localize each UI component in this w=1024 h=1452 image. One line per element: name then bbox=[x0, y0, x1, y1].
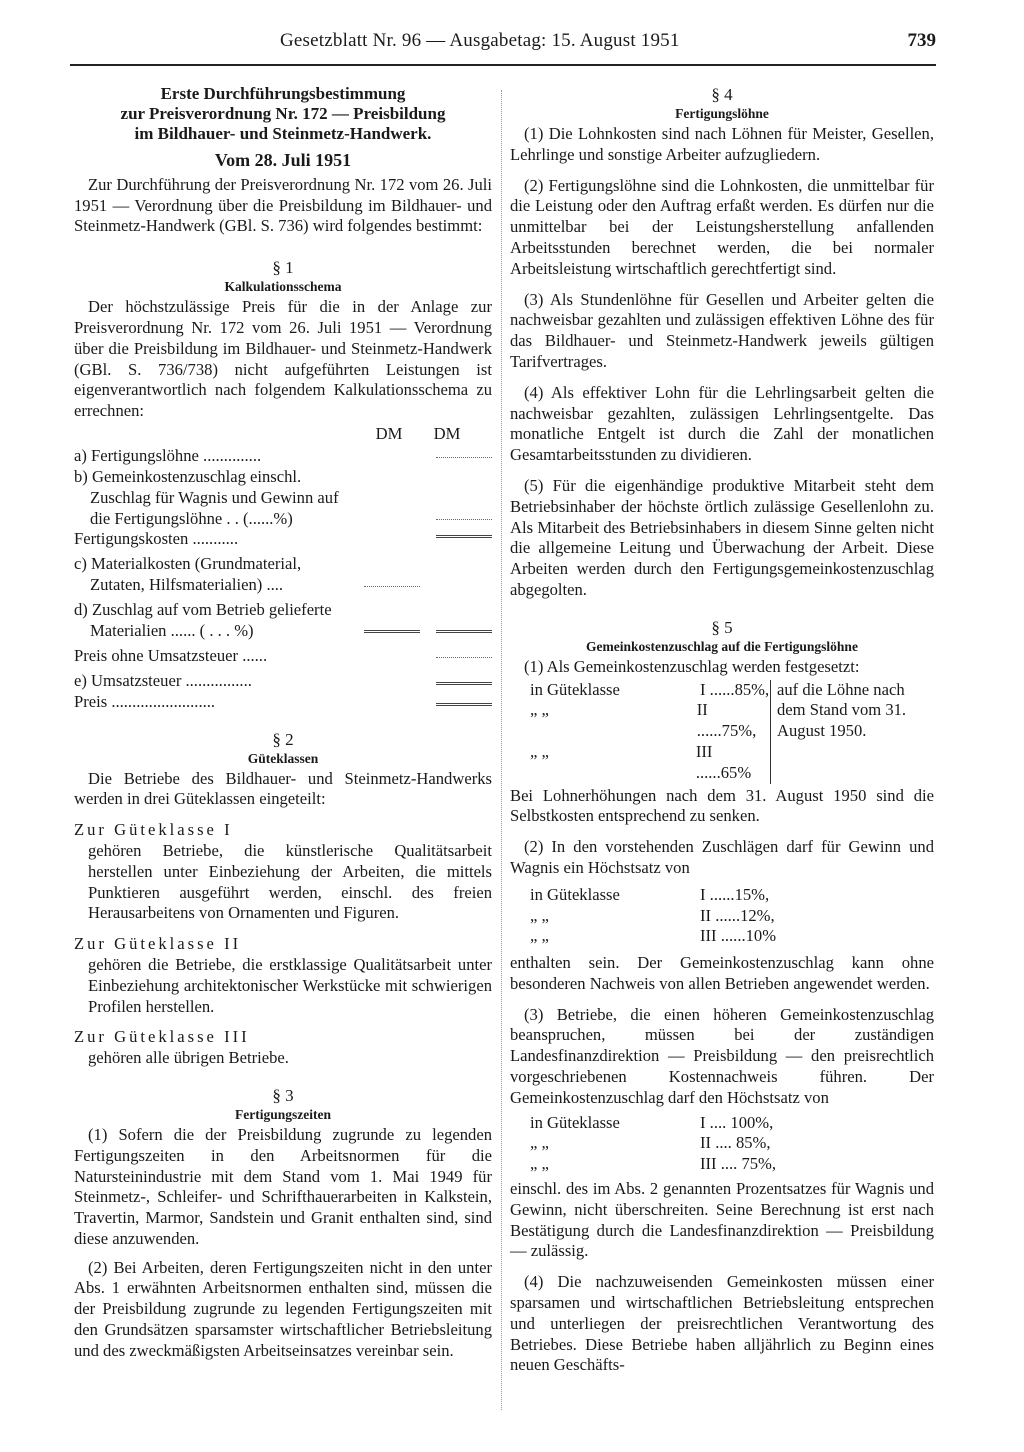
scheme-row-label: b) Gemeinkostenzuschlag einschl. Zuschlag für Wagnis und Gewinn auf die Fertigungslöhne . . (......%) bbox=[74, 466, 339, 528]
amount-line bbox=[436, 657, 492, 658]
section-5-number: § 5 bbox=[711, 617, 733, 637]
rate-row bbox=[510, 906, 934, 927]
rates-table-2 bbox=[510, 885, 934, 947]
scheme-row-fertigungskosten bbox=[74, 529, 492, 550]
amount-line bbox=[436, 630, 492, 633]
class-2-text: gehören die Betriebe, die erstklassige Qualitätsarbeit unter Einbeziehung architektonischer Werkstücke mit schwierigen Profilen herstellen. bbox=[88, 954, 492, 1016]
rate-row bbox=[510, 1113, 934, 1134]
rate-value: I .... 100%, bbox=[700, 1112, 774, 1132]
rate-class-label: „ „ bbox=[530, 741, 549, 761]
scheme-row-label: d) Zuschlag auf vom Betrieb gelieferte Materialien ...... ( . . . %) bbox=[74, 599, 332, 640]
class-1-text: gehören Betriebe, die künstlerische Qualitätsarbeit herstellen unter Einbeziehung der Arbeiten, die mittels Punktieren ausgeführt werden, einschl. des freien Herausarbeitens von Ornamenten und Figuren. bbox=[88, 840, 492, 923]
doc-title-line-2: zur Preisverordnung Nr. 172 — Preisbildung bbox=[120, 104, 446, 123]
scheme-row-label: Fertigungskosten ........... bbox=[74, 529, 239, 549]
class-3-text: gehören alle übrigen Betriebe. bbox=[88, 1048, 289, 1068]
section-1-number: § 1 bbox=[272, 258, 294, 278]
dm-column-2: DM bbox=[433, 423, 461, 443]
page-number: 739 bbox=[907, 30, 936, 51]
scheme-row-label: a) Fertigungslöhne .............. bbox=[74, 445, 262, 465]
rate-row bbox=[510, 885, 934, 906]
scheme-row-c bbox=[74, 554, 492, 596]
scheme-row-e bbox=[74, 671, 492, 692]
rate-class-label: in Güteklasse bbox=[530, 679, 620, 699]
scheme-row-preis bbox=[74, 692, 492, 713]
section-3-number: § 3 bbox=[272, 1085, 294, 1105]
scheme-row-preis-ohne-ust bbox=[74, 646, 492, 667]
rate-class-label: „ „ bbox=[530, 1154, 549, 1174]
section-3-para-1: (1) Sofern die der Preisbildung zugrunde zu legenden Fertigungszeiten in den Arbeitsnormen für die Natursteinindustrie mit dem Stand vom 1. Mai 1949 für Steinmetz-, Schleifer- und Schrifthauerarbeiten in Kalkstein, Travertin, Marmor, Sandstein und Granit enthalten sind, sind diese anzuwenden. bbox=[74, 1124, 492, 1248]
scheme-row-b bbox=[74, 467, 492, 529]
amount-line bbox=[436, 703, 492, 706]
header-title: Gesetzblatt Nr. 96 — Ausgabetag: 15. August 1951 bbox=[280, 30, 680, 51]
section-4-para-4: (4) Als effektiver Lohn für die Lehrlingsarbeit gelten die nachweisbar gezahlten, zulässigen Lehrlingsentgelte. Das monatliche Entgelt ist durch die Zahl der monatlichen Gesamtarbeitsstunden zu dividieren. bbox=[510, 382, 934, 465]
amount-line bbox=[364, 630, 420, 633]
rate-row bbox=[510, 1154, 934, 1175]
rate-row bbox=[510, 680, 770, 701]
rate-value: III ......65% bbox=[695, 741, 752, 782]
section-5-para-1b: Bei Lohnerhöhungen nach dem 31. August 1950 sind die Selbstkosten entsprechend zu senken. bbox=[510, 785, 934, 826]
rates-table-3 bbox=[510, 1113, 934, 1175]
section-5-para-3b: einschl. des im Abs. 2 genannten Prozentsatzes für Wagnis und Gewinn, nicht überschreiten. Seine Berechnung ist erst nach Bestätigung durch die Landesfinanzdirektion — Preisbildung — zulässig. bbox=[510, 1179, 934, 1261]
right-column bbox=[510, 84, 934, 1376]
amount-line bbox=[436, 519, 492, 520]
section-5-para-1: (1) Als Gemeinkostenzuschlag werden festgesetzt: bbox=[524, 656, 860, 676]
scheme-row-label: Preis ohne Umsatzsteuer ...... bbox=[74, 645, 268, 665]
section-4-para-3: (3) Als Stundenlöhne für Gesellen und Arbeiter gelten die nachweisbar gezahlten und zulässigen effektiven Löhne des für das Bildhauer- und Steinmetz-Handwerk jeweils gültigen Tarifvertrages. bbox=[510, 289, 934, 371]
section-1-title: Kalkulationsschema bbox=[224, 279, 342, 295]
scheme-row-label: Preis ......................... bbox=[74, 691, 216, 711]
section-5-para-4: (4) Die nachzuweisenden Gemeinkosten müssen einer sparsamen und wirtschaftlichen Betriebsleitung entsprechen und unterliegen der preisrechtlichen Verantwortung des Betriebes. Diese Betriebe haben alljährlich zu Beginn eines neuen Geschäfts- bbox=[510, 1272, 934, 1375]
class-1-heading: Zur Güteklasse I bbox=[74, 820, 233, 840]
amount-line bbox=[436, 457, 492, 458]
rate-class-label: „ „ bbox=[530, 1133, 549, 1153]
section-4-para-2: (2) Fertigungslöhne sind die Lohnkosten, die unmittelbar für die Leistung oder den Auftrag erfaßt werden. Es dürfen nur die unmittelbar bei der Leistungsherstellung anfallenden Arbeitsstunden berechnet werden, die bei normaler Arbeitsleistung wirtschaftlich gerechtfertigt sind. bbox=[510, 175, 934, 278]
rate-value: II ......12%, bbox=[700, 905, 775, 925]
scheme-row-d bbox=[74, 600, 492, 642]
class-3-heading: Zur Güteklasse III bbox=[74, 1027, 250, 1047]
section-5-title: Gemeinkostenzuschlag auf die Fertigungslöhne bbox=[586, 638, 858, 654]
rate-class-label: „ „ bbox=[530, 926, 549, 946]
section-2-title: Güteklassen bbox=[247, 750, 319, 766]
rate-row bbox=[510, 926, 934, 947]
section-2-text: Die Betriebe des Bildhauer- und Steinmetz-Handwerks werden in drei Güteklassen eingeteilt: bbox=[74, 768, 492, 809]
section-2-number: § 2 bbox=[272, 729, 294, 749]
section-4-para-1: (1) Die Lohnkosten sind nach Löhnen für Meister, Gesellen, Lehrlinge und sonstige Arbeiter aufzugliedern. bbox=[510, 124, 934, 164]
dm-header bbox=[74, 424, 492, 446]
doc-date: Vom 28. Juli 1951 bbox=[214, 150, 352, 170]
class-2-heading: Zur Güteklasse II bbox=[74, 934, 242, 954]
section-5-para-2: (2) In den vorstehenden Zuschlägen darf für Gewinn und Wagnis ein Höchstsatz von bbox=[510, 837, 934, 877]
intro-paragraph: Zur Durchführung der Preisverordnung Nr. 172 vom 26. Juli 1951 — Verordnung über die Preisbildung im Bildhauer- und Steinmetz-Handwerk (GBl. S. 736) wird folgendes bestimmt: bbox=[74, 174, 492, 236]
doc-title-line-1: Erste Durchführungsbestimmung bbox=[160, 84, 406, 103]
rate-value: III ......10% bbox=[700, 926, 777, 946]
dm-column-1: DM bbox=[375, 423, 403, 443]
rate-row bbox=[510, 742, 770, 784]
amount-line bbox=[364, 586, 420, 587]
scheme-row-label: e) Umsatzsteuer ................ bbox=[74, 670, 252, 690]
section-4-number: § 4 bbox=[711, 85, 733, 104]
page-header bbox=[70, 26, 936, 66]
left-column bbox=[74, 84, 492, 1362]
amount-line bbox=[436, 535, 492, 538]
rate-class-label: „ „ bbox=[530, 905, 549, 925]
amount-line bbox=[436, 682, 492, 685]
rate-class-label: in Güteklasse bbox=[530, 1112, 620, 1132]
rate-value: I ......85%, bbox=[700, 679, 770, 699]
doc-title-line-3: im Bildhauer- und Steinmetz-Handwerk. bbox=[134, 124, 432, 143]
rate-value: II .... 85%, bbox=[700, 1133, 771, 1153]
rate-value: II ......75%, bbox=[696, 700, 757, 741]
section-5-para-3: (3) Betriebe, die einen höheren Gemeinkostenzuschlag beanspruchen, müssen bei der zuständigen Landesfinanzdirektion — Preisbildung — den preisrechtlich vorgeschriebenen Kostennachweis führen. Der Gemeinkostenzuschlag darf den Höchstsatz von bbox=[510, 1004, 934, 1107]
rates-note: auf die Löhne nach dem Stand vom 31. August 1950. bbox=[770, 680, 927, 784]
calculation-scheme bbox=[74, 424, 492, 713]
rate-class-label: „ „ bbox=[530, 700, 549, 720]
rate-row bbox=[510, 700, 770, 742]
rate-value: I ......15%, bbox=[700, 884, 770, 904]
rate-class-label: in Güteklasse bbox=[530, 884, 620, 904]
section-5-para-2b: enthalten sein. Der Gemeinkostenzuschlag kann ohne besonderen Nachweis von allen Betrieben angewendet werden. bbox=[510, 953, 934, 993]
section-1-text: Der höchstzulässige Preis für die in der Anlage zur Preisverordnung Nr. 172 vom 26. Juli 1951 — Verordnung über die Preisbildung im Bildhauer- und Steinmetz-Handwerk (GBl. S. 736/738) nicht aufgeführten Leistungen ist eigenverantwortlich nach folgendem Kalkulationsschema zu errechnen: bbox=[74, 297, 492, 421]
rates-table-1 bbox=[510, 680, 934, 784]
rate-row bbox=[510, 1133, 934, 1154]
section-4-para-5: (5) Für die eigenhändige produktive Mitarbeit steht dem Betriebsinhaber der höchste örtlich zulässige Gesellenlohn zu. Als Mitarbeit des Betriebsinhabers in diesem Sinne gelten nicht die allgemeine Leitung und Überwachung der Arbeit. Diese Arbeiten werden durch den Fertigungsgemeinkostenzuschlag abgegolten. bbox=[510, 475, 934, 599]
column-divider bbox=[501, 90, 503, 1410]
section-3-para-2: (2) Bei Arbeiten, deren Fertigungszeiten nicht in den unter Abs. 1 erwähnten Arbeitsnormen enthalten sind, müssen die der Preisbildung zugrunde zu legenden Fertigungszeiten mit den Grundsätzen sparsamster wirtschaftlicher Betriebsleitung und des zweckmäßigsten Arbeitseinsatzes vereinbar sein. bbox=[74, 1257, 492, 1360]
rate-value: III .... 75%, bbox=[700, 1154, 777, 1174]
scheme-row-label: c) Materialkosten (Grundmaterial, Zutaten, Hilfsmaterialien) .... bbox=[74, 554, 302, 595]
section-4-title: Fertigungslöhne bbox=[675, 106, 769, 121]
section-3-title: Fertigungszeiten bbox=[235, 1106, 331, 1122]
scheme-row-a bbox=[74, 446, 492, 467]
